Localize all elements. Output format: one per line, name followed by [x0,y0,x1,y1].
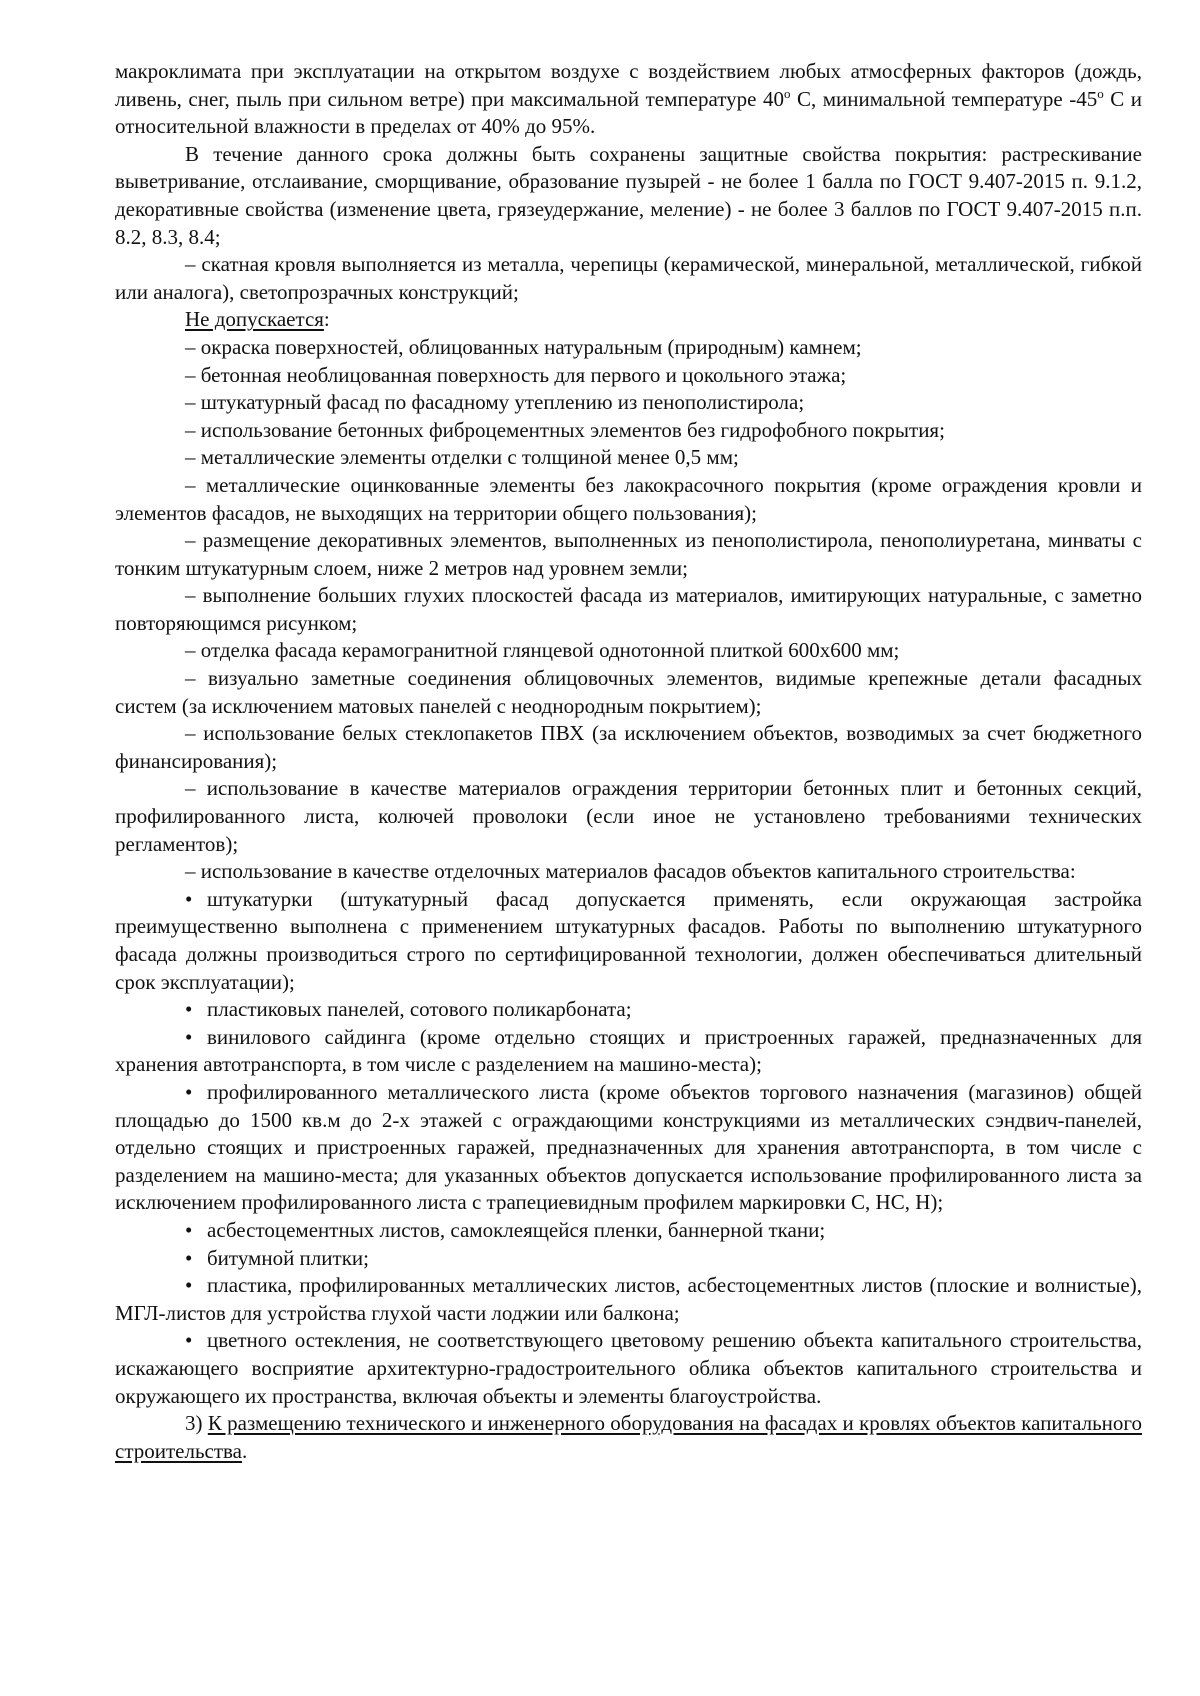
bullet-icon: • [185,1245,193,1270]
bullet-icon: • [185,1328,193,1353]
prohibited-item: – металлические оцинкованные элементы без лакокрасочного покрытия (кроме ограждения кровли и элементов фасадов, не выходящих на территории общего пользования); [115,472,1142,527]
not-allowed-heading-text: Не допускается [185,307,324,332]
material-item [115,886,1142,996]
prohibited-item: – металлические элементы отделки с толщиной менее 0,5 мм; [115,444,1142,472]
intro-text-b: С, минимальной температуре -45 [790,86,1098,111]
prohibited-item: – отделка фасада керамогранитной глянцевой однотонной плиткой 600х600 мм; [115,637,1142,665]
material-text: цветного остекления, не соответствующего цветовому решению объекта капитального строительства, искажающего восприятие архитектурно-градостроительного облика объектов капитального строительства и окружающего их пространства, включая объекты и элементы благоустройства. [115,1328,1142,1408]
not-allowed-heading [115,306,1142,334]
prohibited-item: – размещение декоративных элементов, выполненных из пенополистирола, пенополиуретана, минваты с тонким штукатурным слоем, ниже 2 метров над уровнем земли; [115,527,1142,582]
material-text: пластиковых панелей, сотового поликарбоната; [207,997,632,1022]
material-item [115,996,1142,1024]
section-3-number: 3) [185,1411,208,1436]
prohibited-item: – окраска поверхностей, облицованных натуральным (природным) камнем; [115,334,1142,362]
material-item [115,1079,1142,1217]
prohibited-item: – использование бетонных фиброцементных элементов без гидрофобного покрытия; [115,417,1142,445]
prohibited-item: – визуально заметные соединения облицовочных элементов, видимые крепежные детали фасадных систем (за исключением матовых панелей с неоднородным покрытием); [115,665,1142,720]
bullet-icon: • [185,1079,193,1104]
not-allowed-colon: : [323,307,330,332]
material-text: винилового сайдинга (кроме отдельно стоящих и пристроенных гаражей, предназначенных для хранения автотранспорта, в том числе с разделением на машино-места); [115,1024,1142,1077]
bullet-icon: • [185,1024,193,1049]
bullet-icon: • [185,1217,193,1242]
degree-sign: о [783,85,791,101]
bullet-icon: • [185,997,193,1022]
material-text: битумной плитки; [207,1245,369,1270]
material-text: штукатурки (штукатурный фасад допускается применять, если окружающая застройка преимущественно выполнена с применением штукатурных фасадов. Работы по выполнению штукатурного фасада должны производиться строго по сертифицированной технологии, должен обеспечиваться длительный срок эксплуатации); [115,886,1142,994]
material-item [115,1217,1142,1245]
bullet-icon: • [185,886,193,911]
prohibited-item: – выполнение больших глухих плоскостей фасада из материалов, имитирующих натуральные, с заметно повторяющимся рисунком; [115,582,1142,637]
intro-text-a: макроклимата при эксплуатации на открытом воздухе с воздействием любых атмосферных факторов (дождь, ливень, снег, пыль при сильном ветре) при максимальной температуре 40 [115,59,1142,111]
prohibited-item: – бетонная необлицованная поверхность для первого и цокольного этажа; [115,362,1142,390]
prohibited-item: – штукатурный фасад по фасадному утеплению из пенополистирола; [115,389,1142,417]
material-item [115,1245,1142,1273]
material-item [115,1272,1142,1327]
section-3-heading [115,1410,1142,1465]
prohibited-item: – использование в качестве материалов ограждения территории бетонных плит и бетонных секций, профилированного листа, колючей проволоки (если иное не установлено требованиями технических регламентов); [115,775,1142,858]
roof-item: – скатная кровля выполняется из металла, черепицы (керамической, минеральной, металлической, гибкой или аналога), светопрозрачных конструкций; [115,251,1142,306]
intro-paragraph [115,58,1142,141]
material-text: пластика, профилированных металлических листов, асбестоцементных листов (плоские и волнистые), МГЛ-листов для устройства глухой части лоджии или балкона; [115,1273,1142,1325]
warranty-paragraph: В течение данного срока должны быть сохранены защитные свойства покрытия: растрескивание выветривание, отслаивание, сморщивание, образование пузырей - не более 1 балла по ГОСТ 9.407-2015 п. 9.1.2, декоративные свойства (изменение цвета, грязеудержание, меление) - не более 3 баллов по ГОСТ 9.407-2015 п.п. 8.2, 8.3, 8.4; [115,141,1142,249]
material-text: асбестоцементных листов, самоклеящейся пленки, баннерной ткани; [207,1217,826,1242]
intro-text-c: С и относительной влажности в пределах от 40% до 95%. [115,86,1142,139]
material-text: профилированного металлического листа (кроме объектов торгового назначения (магазинов) общей площадью до 1500 кв.м до 2-х этажей с ограждающими конструкциями из металлических сэндвич-панелей, отдельно стоящих и пристроенных гаражей, предназначенных для хранения автотранспорта, в том числе с разделением на машино-места; для указанных объектов допускается использование профилированного листа за исключением профилированного листа с трапециевидным профилем маркировки С, НС, Н); [115,1079,1142,1215]
bullet-icon: • [185,1273,193,1298]
degree-sign: о [1097,85,1104,101]
prohibited-item: – использование в качестве отделочных материалов фасадов объектов капитального строительства: [115,858,1142,886]
material-item [115,1024,1142,1079]
section-3-title: К размещению технического и инженерного оборудования на фасадах и кровлях объектов капитального строительства [115,1411,1142,1463]
material-item [115,1327,1142,1410]
section-3-period: . [242,1438,248,1463]
prohibited-item: – использование белых стеклопакетов ПВХ (за исключением объектов, возводимых за счет бюджетного финансирования); [115,720,1142,775]
